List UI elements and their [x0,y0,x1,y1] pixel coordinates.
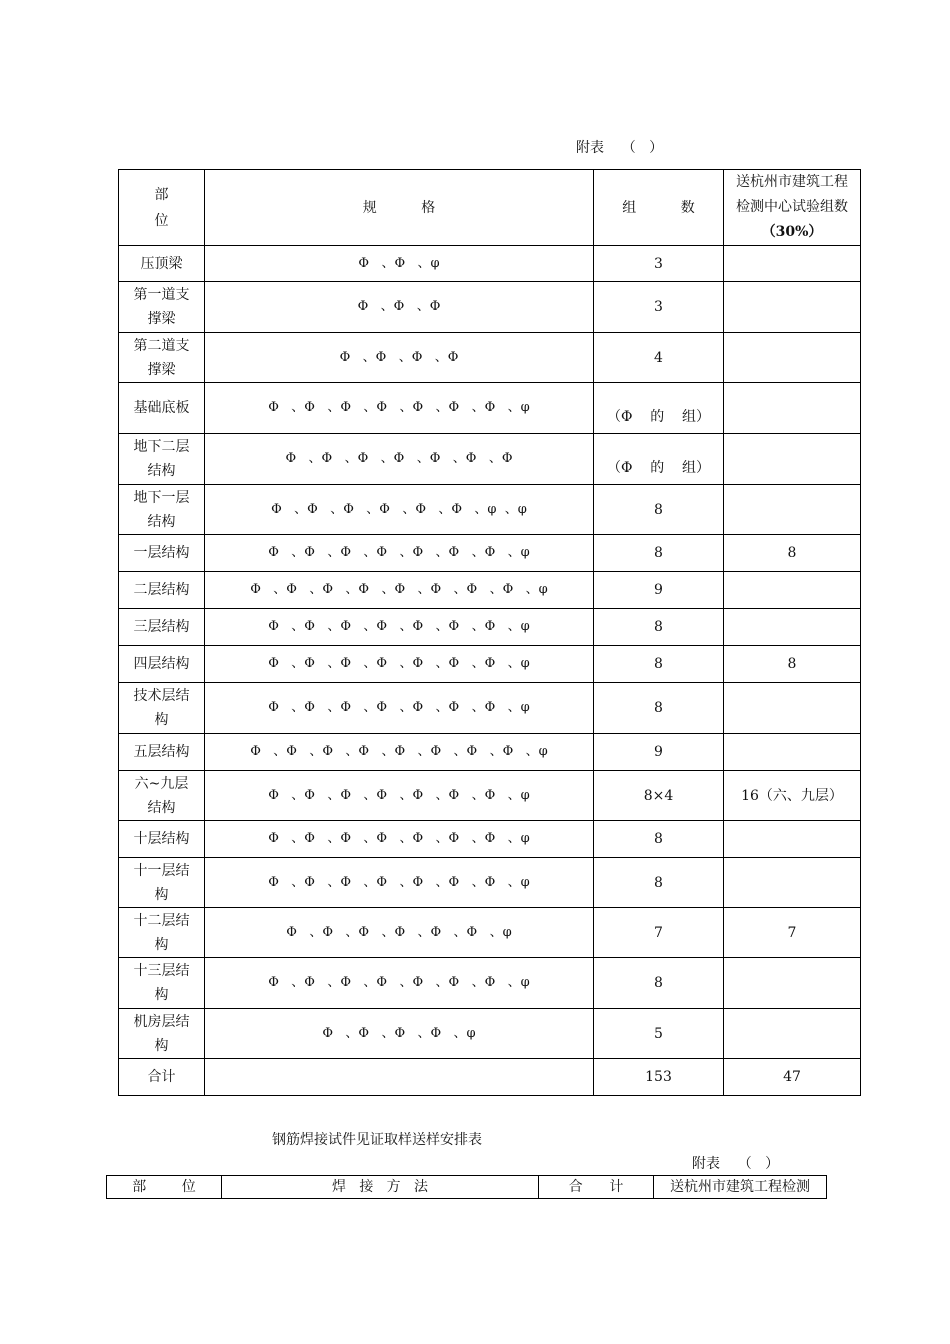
sent-cell: 7 [724,908,861,958]
groups-cell: 7 [594,908,724,958]
groups-cell: 153 [594,1059,724,1096]
table1-header-row [119,170,861,246]
sent-cell [724,383,861,434]
sent-cell [724,958,861,1009]
part-cell: 十层结构 [119,821,205,858]
spec-cell: Φ 、Φ 、Φ [205,282,594,333]
spec-cell: Φ 、Φ 、Φ 、Φ 、Φ 、Φ 、Φ 、φ [205,683,594,734]
spec-cell: Φ 、Φ 、Φ 、Φ 、Φ 、Φ 、Φ 、φ [205,535,594,572]
table-row [119,958,861,1009]
groups-cell: 5 [594,1009,724,1059]
part-cell: 十二层结构 [119,908,205,958]
table-row [119,246,861,282]
header-sent-text: 送杭州市建筑工程检测中心试验组数 [736,174,848,215]
table-row [119,485,861,535]
header-part-text: 部 位 [154,186,169,229]
spec-cell [205,1059,594,1096]
groups-cell: 8 [594,821,724,858]
groups-cell: 3 [594,246,724,282]
part-cell: 四层结构 [119,646,205,683]
table-row [119,821,861,858]
table-row [119,434,861,485]
sent-cell [724,821,861,858]
header-spec-text: 规 格 [362,199,436,216]
sent-cell: 47 [724,1059,861,1096]
table1-caption: 附表 （ ） [576,140,664,156]
spec-cell: Φ 、Φ 、Φ 、Φ 、Φ 、Φ 、Φ 、φ [205,609,594,646]
sent-cell [724,858,861,908]
sent-cell [724,609,861,646]
header-sent [724,170,861,246]
table-row [119,535,861,572]
groups-cell: （Φ 的 组） [594,434,724,485]
welding-sampling-table [106,1175,827,1199]
table-row [119,609,861,646]
table2-header-row [107,1176,827,1199]
table-row [119,646,861,683]
table-row [119,908,861,958]
part-cell: 第一道支撑梁 [119,282,205,333]
groups-cell: 4 [594,333,724,383]
table-row [119,282,861,333]
table-row [119,1009,861,1059]
table-row [119,333,861,383]
spec-cell: Φ 、Φ 、Φ 、Φ 、Φ 、Φ 、Φ [205,434,594,485]
part-cell: 十一层结构 [119,858,205,908]
rebar-sampling-table [118,169,861,1096]
part-cell: 基础底板 [119,383,205,434]
header-part [119,170,205,246]
spec-cell: Φ 、Φ 、Φ 、Φ 、Φ 、Φ 、Φ 、φ [205,821,594,858]
table-row [119,771,861,821]
table2-title: 钢筋焊接试件见证取样送样安排表 [272,1132,482,1148]
table2-header-part: 部 位 [107,1176,222,1199]
header-spec [205,170,594,246]
table-row [119,383,861,434]
spec-cell: Φ 、Φ 、Φ 、Φ 、Φ 、Φ 、Φ 、φ [205,858,594,908]
sent-cell [724,246,861,282]
spec-cell: Φ 、Φ 、Φ 、Φ 、Φ 、Φ 、φ 、φ [205,485,594,535]
sent-cell [724,734,861,771]
groups-cell: 8 [594,485,724,535]
sent-cell: 16（六、九层） [724,771,861,821]
spec-cell: Φ 、Φ 、Φ 、Φ 、Φ 、Φ 、Φ 、φ [205,646,594,683]
groups-cell: 8 [594,535,724,572]
groups-cell: 8 [594,609,724,646]
header-groups-text: 组 数 [622,199,695,216]
sent-cell: 8 [724,646,861,683]
part-cell: 六~九层结构 [119,771,205,821]
part-cell: 合计 [119,1059,205,1096]
groups-cell: 8 [594,958,724,1009]
header-groups [594,170,724,246]
groups-cell: 9 [594,572,724,609]
groups-cell: 9 [594,734,724,771]
header-sent-percent: （30%） [761,224,823,240]
spec-cell: Φ 、Φ 、Φ 、Φ 、Φ 、Φ 、φ [205,908,594,958]
groups-cell: 8 [594,646,724,683]
spec-cell: Φ 、Φ 、Φ 、Φ [205,333,594,383]
groups-cell: 8 [594,858,724,908]
part-cell: 三层结构 [119,609,205,646]
sent-cell [724,1009,861,1059]
part-cell: 十三层结构 [119,958,205,1009]
table-row [119,683,861,734]
part-cell: 机房层结构 [119,1009,205,1059]
table-row [119,734,861,771]
part-cell: 地下一层结构 [119,485,205,535]
spec-cell: Φ 、Φ 、Φ 、Φ 、Φ 、Φ 、Φ 、Φ 、φ [205,572,594,609]
part-cell: 五层结构 [119,734,205,771]
sent-cell [724,282,861,333]
part-cell: 第二道支撑梁 [119,333,205,383]
spec-cell: Φ 、Φ 、Φ 、Φ 、Φ 、Φ 、Φ 、φ [205,771,594,821]
groups-cell: （Φ 的 组） [594,383,724,434]
sent-cell: 8 [724,535,861,572]
table2-header-sent: 送杭州市建筑工程检测 [654,1176,827,1199]
sent-cell [724,333,861,383]
spec-cell: Φ 、Φ 、Φ 、Φ 、φ [205,1009,594,1059]
table2-header-total: 合 计 [539,1176,654,1199]
sent-cell [724,683,861,734]
part-cell: 压顶梁 [119,246,205,282]
spec-cell: Φ 、Φ 、Φ 、Φ 、Φ 、Φ 、Φ 、φ [205,958,594,1009]
groups-cell: 3 [594,282,724,333]
table2-header-method: 焊 接 方 法 [222,1176,539,1199]
part-cell: 二层结构 [119,572,205,609]
spec-cell: Φ 、Φ 、Φ 、Φ 、Φ 、Φ 、Φ 、Φ 、φ [205,734,594,771]
spec-cell: Φ 、Φ 、φ [205,246,594,282]
spec-cell: Φ 、Φ 、Φ 、Φ 、Φ 、Φ 、Φ 、φ [205,383,594,434]
table2-caption: 附表 （ ） [692,1156,780,1172]
sent-cell [724,572,861,609]
groups-cell: 8×4 [594,771,724,821]
sent-cell [724,434,861,485]
table-row [119,1059,861,1096]
sent-cell [724,485,861,535]
table-row [119,572,861,609]
table-row [119,858,861,908]
part-cell: 技术层结构 [119,683,205,734]
groups-cell: 8 [594,683,724,734]
part-cell: 地下二层结构 [119,434,205,485]
part-cell: 一层结构 [119,535,205,572]
